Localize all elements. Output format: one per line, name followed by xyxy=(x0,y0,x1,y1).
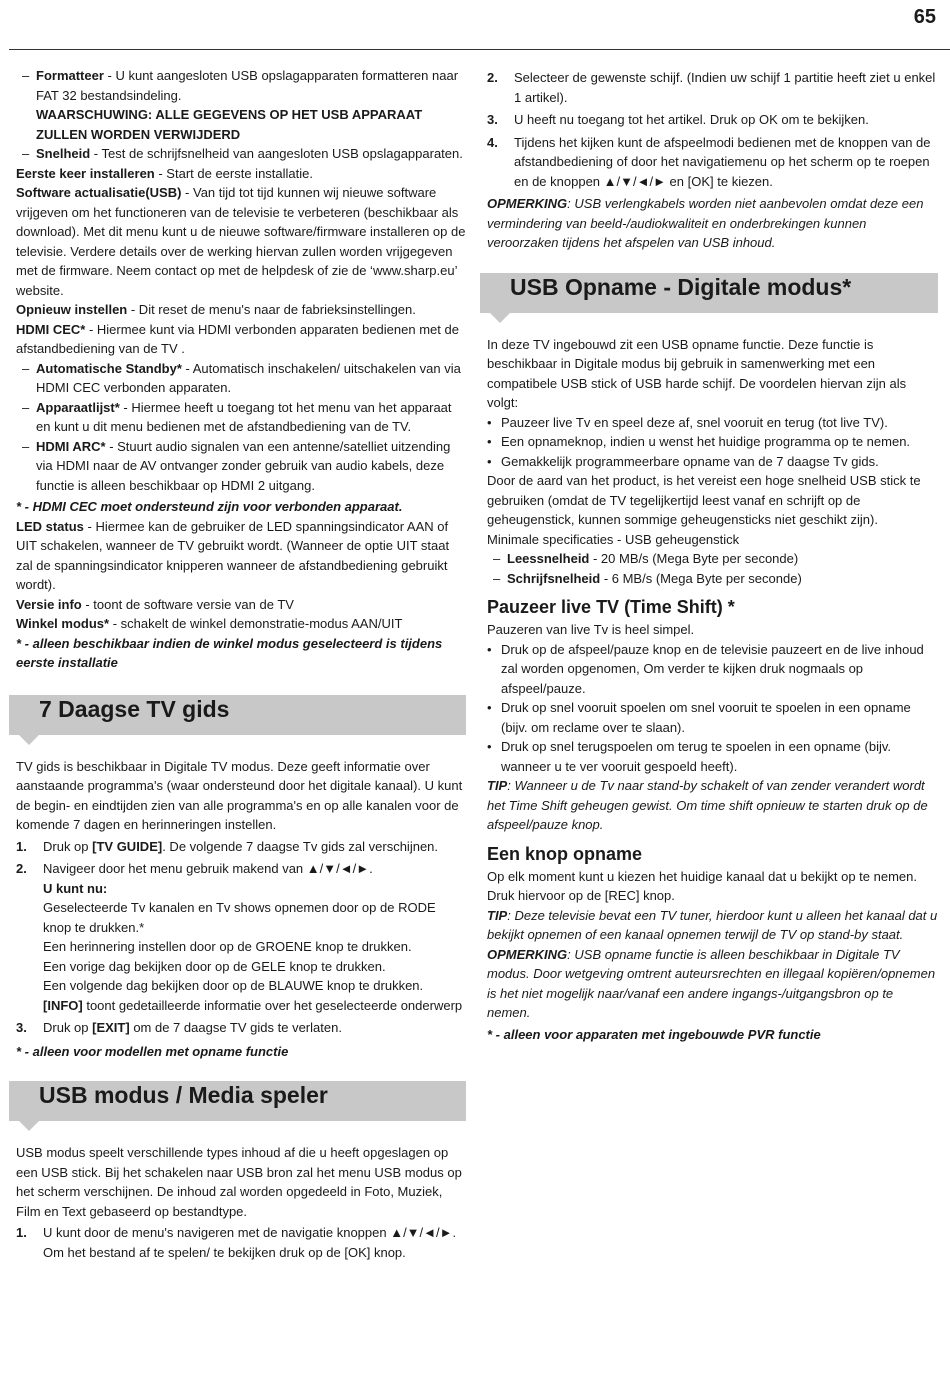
page-number: 65 xyxy=(913,6,936,28)
timeshift-tip: TIP: Wanneer u de Tv naar stand-by schakelt of van zender verandert wordt het Time Shift geheugen gewist. Om time shift opnieuw te starten druk op de afspeel/pauze knop. xyxy=(487,778,928,832)
usb-intro: USB modus speelt verschillende types inhoud af die u heeft opgeslagen op een USB stick. Bij het schakelen naar USB bron zal het menu USB modus op het scherm verschijnen. De inhoud zal worden opgedeeld in Foto, Muziek, Film en Text gebaseerd op bestandtype. xyxy=(16,1145,462,1219)
section-header-usb xyxy=(9,1081,466,1121)
onekey-footnote: * - alleen voor apparaten met ingebouwde PVR functie xyxy=(487,1026,821,1042)
dash-marker: – xyxy=(22,399,30,415)
warning-text: WAARSCHUWING: ALLE GEGEVENS OP HET USB APPARAAT ZULLEN WORDEN VERWIJDERD xyxy=(36,107,423,142)
section-title-onekey: Een knop opname xyxy=(487,843,643,864)
dash-marker: – xyxy=(22,146,30,161)
rec-spec: – Leessnelheid - 20 MB/s (Mega Byte per seconde) xyxy=(493,551,799,566)
header-pointer xyxy=(19,735,39,745)
timeshift-intro: Pauzeren van live Tv is heel simpel. xyxy=(487,622,695,637)
section-header-recording xyxy=(480,273,938,313)
setting-item: Winkel modus* - schakelt de winkel demonstratie-modus AAN/UIT xyxy=(16,616,403,631)
section-title-epg: 7 Daagse TV gids xyxy=(39,695,230,722)
header-rule xyxy=(9,49,950,50)
rec-bullet: • Gemakkelijk programmeerbare opname van de 7 daagse Tv gids. xyxy=(487,453,879,469)
dash-marker: – xyxy=(22,438,30,454)
setting-item: LED status - Hiermee kan de gebruiker de LED spanningsindicator AAN of UIT schakelen, wanneer de TV gebruikt wordt. (Wanneer de optie UIT staat zal de spanningsindicator knipperen wanneer de afstandbediening gebruikt wordt). xyxy=(16,518,450,592)
left-column xyxy=(16,66,466,1265)
epg-line: Een herinnering instellen door op de GROENE knop te drukken. xyxy=(43,939,412,954)
setting-item: Eerste keer installeren - Start de eerste installatie. xyxy=(16,165,313,181)
rec-para: Door de aard van het product, is het vereist een hoge snelheid USB stick te gebruiken (omdat de TV tegelijkertijd leest vanaf en schrijft op de geheugenstick, kunnen sommige geheugensticks niet geschikt zijn). xyxy=(487,473,921,527)
setting-subitem: – HDMI ARC* - Stuurt audio signalen van een antenne/satelliet uitzending via HDMI naar de AV ontvanger zonder gebruik van audio kabels, deze functie is alleen beschikbaar op HDMI 2 uitgang. xyxy=(22,438,451,493)
timeshift-bullet: • Druk op snel terugspoelen om terug te spoelen in een opname (bijv. wanneer u te ver vooruit gespoeld heeft). xyxy=(487,739,891,774)
rec-bullet: • Pauzeer live Tv en speel deze af, snel vooruit en terug (tot live TV). xyxy=(487,414,888,430)
right-column xyxy=(487,66,939,1044)
epg-line: Een vorige dag bekijken door op de GELE knop te drukken. xyxy=(43,958,386,974)
setting-item: HDMI CEC* - Hiermee kunt via HDMI verbonden apparaten bedienen met de afstandbediening van de TV . xyxy=(16,321,459,356)
epg-intro: TV gids is beschikbaar in Digitale TV modus. Deze geeft informatie over aanstaande programma's (waar ondersteund door het digitale kanaal). U kunt de begin- en eindtijden zien van alle programma's en op alle kanalen voor de komende 7 dagen en herinneringen instellen. xyxy=(16,758,463,832)
setting-item: Software actualisatie(USB) - Van tijd tot tijd kunnen wij nieuwe software vrijgeven om het functioneren van de televisie te verbeteren (beschikbaar als download). Met dit menu kunt u de nieuwe software/firmware installeren op de televisie. Verdere details over de werking hiervan zullen worden vrijgegeven met de firmware. Neem contact op met de helpdesk of zie de ‘www.sharp.eu’ website. xyxy=(16,185,466,298)
setting-subitem: – Automatische Standby* - Automatisch inschakelen/ uitschakelen van via HDMI CEC verbonden apparaten. xyxy=(22,360,461,395)
usb-step-2: 2. Selecteer de gewenste schijf. (Indien uw schijf 1 partitie heeft ziet u enkel 1 artikel). xyxy=(487,70,936,105)
onekey-note: OPMERKING: USB opname functie is alleen beschikbaar in Digitale TV modus. Door wetgeving omtrent auteursrechten en illegaal kopiëren/opnemen is het niet mogelijk naar/vanaf een andere ingangs-/uitgangsbron op te nemen. xyxy=(487,946,936,1020)
epg-step-1: 1. Druk op [TV GUIDE]. De volgende 7 daagse Tv gids zal verschijnen. xyxy=(16,838,439,854)
epg-step-3: 3. Druk op [EXIT] om de 7 daagse TV gids te verlaten. xyxy=(16,1020,342,1035)
epg-line: Een volgende dag bekijken door op de BLAUWE knop te drukken. xyxy=(43,978,424,993)
rec-intro: In deze TV ingebouwd zit een USB opname functie. Deze functie is beschikbaar in Digitale modus bij gebruik in samenwerking met een compatibele USB stick of USB harde schijf. De voordelen hiervan zijn als volgt: xyxy=(487,336,907,410)
usb-step-3: 3. U heeft nu toegang tot het artikel. Druk op OK om te bekijken. xyxy=(487,112,869,127)
setting-subitem: – Snelheid - Test de schrijfsnelheid van aangesloten USB opslagapparaten. xyxy=(16,144,466,164)
section-title-recording: USB Opname - Digitale modus* xyxy=(510,273,852,300)
section-header-epg xyxy=(9,695,466,735)
epg-line: Geselecteerde Tv kanalen en Tv shows opnemen door op de RODE knop te drukken.* xyxy=(43,900,436,935)
setting-item: Versie info - toont de software versie van de TV xyxy=(16,596,294,612)
footnote: * - alleen beschikbaar indien de winkel modus geselecteerd is tijdens eerste installatie xyxy=(16,635,443,670)
epg-line: [INFO] toont gedetailleerde informatie over het geselecteerde onderwerp xyxy=(43,997,463,1013)
footnote: * - HDMI CEC moet ondersteund zijn voor verbonden apparaat. xyxy=(16,499,403,514)
setting-subitem: – Apparaatlijst* - Hiermee heeft u toegang tot het menu van het apparaat en kunt u dit menu bedienen met de afstandbediening van de TV. xyxy=(22,399,452,434)
timeshift-bullet: • Druk op de afspeel/pauze knop en de televisie pauzeert en de live inhoud zal worden opgenomen, Om verder te kijken druk nogmaals op afspeel/pauze. xyxy=(487,641,924,696)
epg-sub-title: U kunt nu: xyxy=(43,880,108,896)
usb-note: OPMERKING: USB verlengkabels worden niet aanbevolen omdat deze een vermindering van beeld-/audiokwaliteit en onderbrekingen kunnen veroorzaken tijdens het afspelen van USB inhoud. xyxy=(487,196,924,250)
setting-subitem: – Formatteer - U kunt aangesloten USB opslagapparaten formatteren naar FAT 32 bestandsindeling. xyxy=(22,68,459,103)
setting-item: Opnieuw instellen - Dit reset de menu's naar de fabrieksinstellingen. xyxy=(16,302,416,317)
epg-step-2: 2. Navigeer door het menu gebruik makend van ▲/▼/◄/►. U kunt nu: Geselecteerde Tv kanalen en Tv shows opnemen door op de RODE knop te drukken.* Een herinnering instellen door op de GROENE knop te drukken. Een vorige dag bekijken door op de GELE knop te drukken. Een volgende dag bekijken door op de BLAUWE knop te drukken. [INFO] toont gedetailleerde informatie over het geselecteerde onderwerp xyxy=(16,859,466,1015)
dash-marker: – xyxy=(22,68,30,83)
section-title-timeshift: Pauzeer live TV (Time Shift) * xyxy=(487,597,735,617)
timeshift-bullet: • Druk op snel vooruit spoelen om snel vooruit te spoelen in een opname (bijv. om reclame over te slaan). xyxy=(487,700,911,735)
section-title-usb: USB modus / Media speler xyxy=(39,1082,328,1108)
dash-marker: – xyxy=(22,360,30,376)
epg-note: * - alleen voor modellen met opname functie xyxy=(16,1043,289,1059)
onekey-tip: TIP: Deze televisie bevat een TV tuner, hierdoor kunt u alleen het kanaal dat u bekijkt opnemen of een kanaal opnemen terwijl de TV op stand-by staat. xyxy=(487,907,938,942)
header-pointer xyxy=(19,1121,39,1131)
onekey-intro: Op elk moment kunt u kiezen het huidige kanaal dat u bekijkt op te nemen. Druk hiervoor op de [REC] knop. xyxy=(487,868,917,903)
rec-spec-title: Minimale specificaties - USB geheugenstick xyxy=(487,531,740,547)
settings-list xyxy=(16,66,466,673)
rec-spec: – Schrijfsnelheid - 6 MB/s (Mega Byte per seconde) xyxy=(493,570,802,586)
usb-step-4: 4. Tijdens het kijken kunt de afspeelmodi bedienen met de knoppen van de afstandbediening of door het navigatiemenu op het scherm op te roepen en de knoppen ▲/▼/◄/► en [OK] te kiezen. xyxy=(487,134,931,189)
header-pointer xyxy=(490,313,510,323)
usb-step-1: 1. U kunt door de menu's navigeren met de navigatie knoppen ▲/▼/◄/►. Om het bestand af te spelen/ te bekijken druk op de [OK] knop. xyxy=(16,1225,457,1260)
rec-bullet: • Een opnameknop, indien u wenst het huidige programma op te nemen. xyxy=(487,434,911,449)
